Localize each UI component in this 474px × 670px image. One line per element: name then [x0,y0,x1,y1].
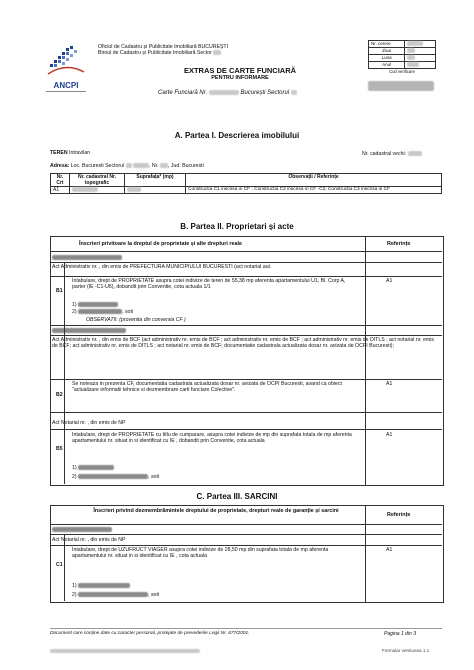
verify-code [368,77,436,95]
col-header: Suprafața* (mp) [125,174,186,187]
footer-note: Document care conține date cu caracter personal, protejate de prevederile Legii Nr. 677/2001. [50,631,250,636]
part-c-col2: Referințe [387,512,411,518]
part-b-table [50,236,444,486]
part-b-col2: Referințe [387,241,411,247]
b1-ref: A1 [386,278,393,284]
col-header: Nr. Crt [51,174,70,187]
b5-text: Intabulare, drept de PROPRIETATE cu titlu de cumparare, asupra cotei indivize de mp din suprafata totala de mp aferenta apartamentului nr. situat in si identificat cu IE , dobandit prin Conventie, cota actuala [72,432,352,445]
c1-text: Intabulare, drept de UZUFRUCT VIAGER asupra cotei indivize de 28,50 mp din suprafata totala de mp aferenta apartamentului nr. situat in si identificat cu IE , cota actuala [72,547,329,560]
col-header: Nr. cadastral Nr. topografic [70,174,125,187]
b1-observatii: OBSERVATII: (provenita din conversia CF ) [86,317,186,323]
part-b-heading: B. Partea II. Proprietari și acte [180,222,294,231]
c1-code: C1 [56,562,63,568]
doc-title-block [150,66,330,81]
b5-owner2: 2) , soti [72,474,160,480]
logo-mark-icon [46,44,86,78]
office-block [98,44,228,56]
b2-code: B2 [56,392,63,398]
teren-label: TEREN [50,150,68,156]
b1-owner1: 1) [72,302,118,308]
part-b-col1: Înscrieri privitoare la dreptul de proprietate și alte drepturi reale [79,241,242,247]
b1-code: B1 [56,288,63,294]
form-version: Formular versiunea 1.1 [382,648,430,653]
doc-title: EXTRAS DE CARTE FUNCIARĂ [183,66,297,75]
row-nr: A1 [51,187,70,194]
verify-label: Cod verificare [389,69,415,74]
b1-text: Intabulare, drept de PROPRIETATE asupra cotei indivize de teren de 55,38 mp aferenta apartamentului U1, Bl. Corp A, parter (IE -C1-U6), dobandit prin Conventie, cota actuala 1/1 [72,278,346,291]
cad-old [362,151,422,157]
b2-act: Act Administrativ nr. , din emis de BCF (act administrativ nr. emis de BCF ; act administrativ nr. emis de BCF ; act administrativ nr. emis de DITLS ; act notarial nr. emis de BCF; act administrativ nr. emis de DITLS ; act notarial nr. emis de BCF; documentatie cadastrala actualizata dosar nr. avizata de OCPI Bucuresti); [52,337,434,350]
b1-act: Act Administrativ nr. , din emis de PREFECTURA MUNICIPIULUI BUCURESTI (act notarial aut. [52,264,272,270]
c1-act: Act Notarial nr. , din emis de NP [52,537,126,543]
b5-ref: A1 [386,432,393,438]
cf-number-line [158,90,297,96]
cad-old-label: Nr. cadastral vechi: [362,151,407,157]
address-line [50,163,204,169]
b5-code: B5 [56,446,63,452]
part-a-table [50,173,442,194]
logo-text: ANCPI [53,81,79,90]
b1-owner2: 2) , soti [72,309,134,315]
cf-location: București Sectorul [240,90,290,97]
doc-subtitle: PENTRU INFORMARE [211,75,269,81]
part-c-col1: Înscrieri privind dezmembrămintele dreptului de proprietate, drepturi reale de garanție și sarcini [93,508,339,514]
request-label: Anul [369,62,405,69]
part-c-heading: C. Partea III. SARCINI [196,492,278,501]
teren-line [50,150,90,156]
request-label: Ziua [369,48,405,55]
page-number: Pagina 1 din 3 [384,631,416,637]
c1-owner1: 1) [72,583,130,589]
address-county: , Jud. Bucuresti [168,163,204,169]
address-nr: , Nr. [149,163,159,169]
b2-ref: A1 [386,381,393,387]
request-label: Luna [369,55,405,62]
cf-label: Carte Funciară Nr. [158,90,208,97]
c1-owner2: 2) , soti [72,592,160,598]
b5-act: Act Notarial nr. , din emis de NP [52,420,126,426]
b2-text: Se noteaza in prezenta CF, documentatia cadastrala actualizata dosar nr. avizata de OCPI Bucuresti, avand ca obiect "actualizare informatii tehnice si dezmembrare carti funciare Colective". [72,381,342,394]
request-label: Nr. cerere [369,41,405,48]
col-header: Observații / Referințe [186,174,442,187]
teren-value: Intravilan [69,150,91,156]
ancpi-logo [46,44,86,90]
b5-owner1: 1) [72,465,114,471]
address-value: Loc. Bucuresti Sectorul [70,163,125,169]
c1-ref: A1 [386,547,393,553]
part-a-heading: A. Partea I. Descrierea imobilului [174,131,300,140]
request-box [368,40,436,95]
office-line1: Oficiul de Cadastru și Publicitate Imobiliară BUCUREȘTI [98,44,229,50]
row-obs: Constructia C1 inscrisa in CF ; Constructia C2 inscrisa in CF -C2; Constructia C3 inscrisa in CF [186,187,442,194]
address-label: Adresa: [50,163,70,169]
office-line2: Biroul de Cadastru și Publicitate Imobiliară Sector [98,50,212,57]
table-row [51,187,442,194]
